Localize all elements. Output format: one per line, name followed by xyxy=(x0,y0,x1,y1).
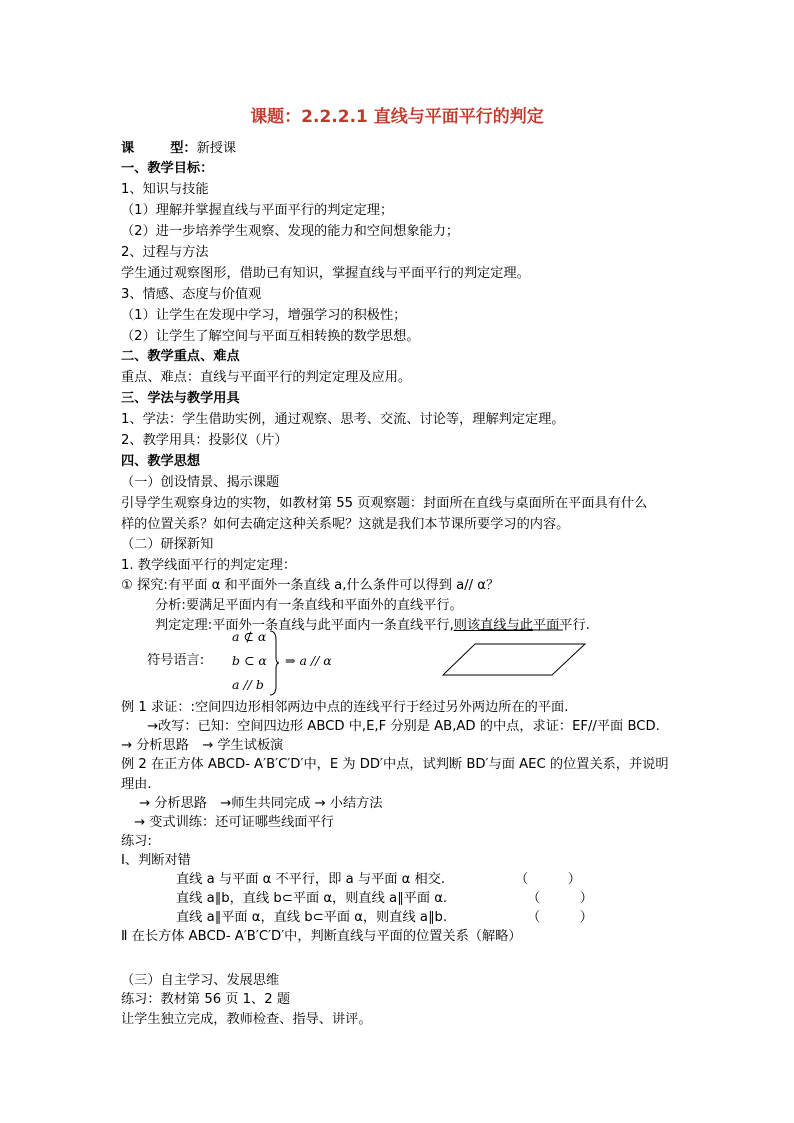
text-line: → 分析思路 → 学生试板演 xyxy=(121,738,284,753)
text-line: 3、情感、态度与价值观 xyxy=(121,287,262,302)
text-line: 理由. xyxy=(121,777,152,792)
line-plane-figure xyxy=(440,628,590,680)
answer-paren-2: （ ） xyxy=(527,891,593,906)
text-line: 引导学生观察身边的实物，如教材第 55 页观察题：封面所在直线与桌面所在平面具有什么 xyxy=(121,496,648,511)
judge-item-3: 直线 a∥平面 α，直线 b⊂平面 α，则直线 a∥b. xyxy=(176,910,448,925)
text-line: 样的位置关系？如何去确定这种关系呢？这就是我们本节课所要学习的内容。 xyxy=(121,517,570,532)
text-line: （2）进一步培养学生观察、发现的能力和空间想象能力； xyxy=(121,224,460,239)
section-2-heading: 二、教学重点、难点 xyxy=(121,349,240,364)
text-line: （一）创设情景、揭示课题 xyxy=(121,475,280,490)
text-line: 练习：教材第 56 页 1、2 题 xyxy=(121,992,291,1007)
condition-1: a ⊄ α xyxy=(232,629,267,644)
right-brace xyxy=(268,630,280,696)
plane-parallelogram xyxy=(443,644,585,675)
text-line: （三）自主学习、发展思维 xyxy=(121,973,280,988)
text-line: （2）让学生了解空间与平面互相转换的数学思想。 xyxy=(121,329,420,344)
text-line: 让学生独立完成，教师检查、指导、讲评。 xyxy=(121,1012,372,1027)
text-line: →改写：已知：空间四边形 ABCD 中,E,F 分别是 AB,AD 的中点，求证：EF//平面 BCD. xyxy=(147,719,660,734)
conclusion: ⇒ a // α xyxy=(285,653,332,668)
theorem-text-c: 平面平行. xyxy=(532,618,590,633)
section-3-heading: 三、学法与教学用具 xyxy=(121,391,240,406)
text-line: 1、知识与技能 xyxy=(121,182,209,197)
page-title: 课题：2.2.2.1 直线与平面平行的判定 xyxy=(250,107,544,127)
text-line: （1）理解并掌握直线与平面平行的判定定理； xyxy=(121,203,394,218)
text-line: 1. 教学线面平行的判定定理： xyxy=(121,558,297,573)
section-4-heading: 四、教学思想 xyxy=(121,454,201,469)
text-line: 重点、难点：直线与平面平行的判定定理及应用。 xyxy=(121,370,412,385)
text-line: 学生通过观察图形，借助已有知识，掌握直线与平面平行的判定定理。 xyxy=(121,266,530,281)
answer-paren-1: （ ） xyxy=(515,872,581,887)
text-line: 练习: xyxy=(121,834,152,849)
section-1-heading: 一、教学目标： xyxy=(121,161,214,176)
text-line: Ⅰ、判断对错 xyxy=(121,853,191,868)
lesson-type-line xyxy=(121,139,236,159)
symbol-language-label: 符号语言: xyxy=(147,653,205,668)
text-line: 2、过程与方法 xyxy=(121,245,209,260)
text-line: → 变式训练：还可证哪些线面平行 xyxy=(134,815,334,830)
text-line: 1、学法：学生借助实例，通过观察、思考、交流、讨论等，理解判定定理。 xyxy=(121,412,565,427)
text-line: 2、教学用具：投影仪（片） xyxy=(121,433,288,448)
text-line: （二）研探新知 xyxy=(121,537,214,552)
lesson-type-value: 新授课 xyxy=(196,141,237,156)
theorem-text-underlined: 则该直线与此 xyxy=(453,618,533,633)
text-line: → 分析思路 →师生共同完成 → 小结方法 xyxy=(139,796,383,811)
text-line: 例 1 求证：:空间四边形相邻两边中点的连线平行于经过另外两边所在的平面. xyxy=(121,700,569,715)
judge-item-2: 直线 a∥b，直线 b⊂平面 α，则直线 a∥平面 α. xyxy=(176,891,448,906)
answer-paren-3: （ ） xyxy=(527,910,593,925)
condition-2: b ⊂ α xyxy=(232,653,267,668)
text-line: （1）让学生在发现中学习，增强学习的积极性； xyxy=(121,308,407,323)
text-line: 分析:要满足平面内有一条直线和平面外的直线平行。 xyxy=(155,598,463,613)
text-line: ① 探究:有平面 α 和平面外一条直线 a,什么条件可以得到 a// α？ xyxy=(121,578,500,593)
text-line: 例 2 在正方体 ABCD- A′B′C′D′中，E 为 DD′中点，试判断 BD′与面 AEC 的位置关系，并说明 xyxy=(121,757,669,772)
lesson-type-label-b: 型： xyxy=(170,141,197,156)
judge-item-1: 直线 a 与平面 α 不平行，即 a 与平面 α 相交. xyxy=(176,872,446,887)
theorem-text-a: 判定定理:平面外一条直线与此平面内一条直线平行, xyxy=(155,618,454,633)
condition-3: a // b xyxy=(232,677,264,692)
text-line: Ⅱ 在长方体 ABCD- A′B′C′D′中，判断直线与平面的位置关系（解略） xyxy=(121,929,522,944)
lesson-type-label-a: 课 xyxy=(121,141,135,156)
